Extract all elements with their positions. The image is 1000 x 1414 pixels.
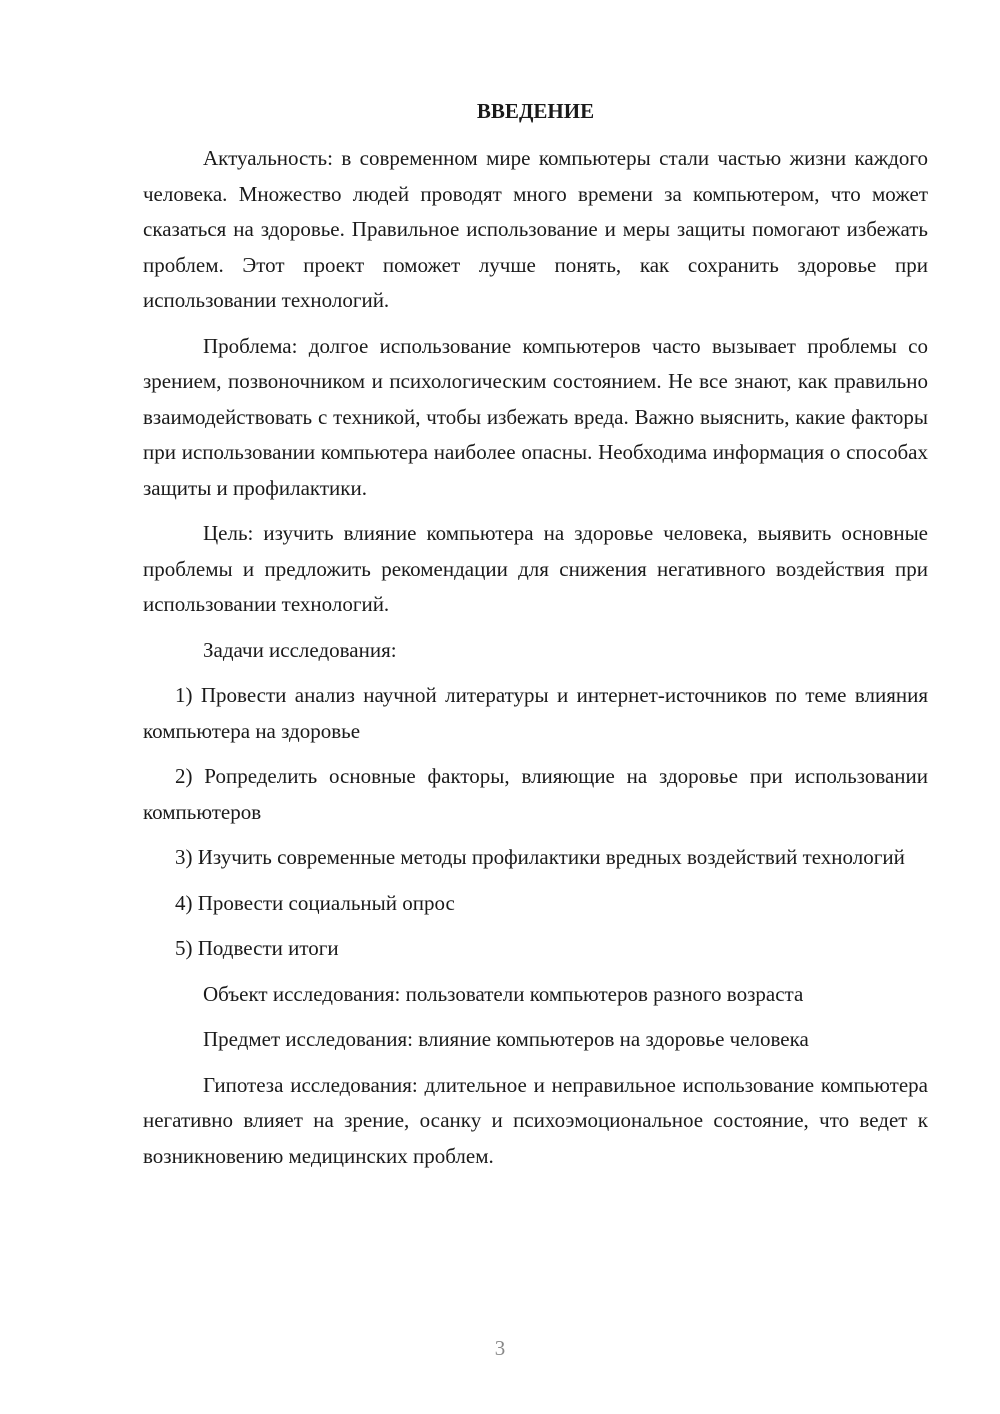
task-item-1: 1) Провести анализ научной литературы и интернет-источников по теме влияния компьютера на здоровье	[143, 683, 928, 743]
research-hypothesis: Гипотеза исследования: длительное и неправильное использование компьютера негативно влияет на зрение, осанку и психоэмоциональное состояние, что ведет к возникновению медицинских проблем.	[143, 1072, 928, 1168]
research-subject: Предмет исследования: влияние компьютеров на здоровье человека	[203, 1027, 809, 1051]
task-item-3: 3) Изучить современные методы профилактики вредных воздействий технологий	[175, 845, 905, 869]
problem-paragraph: Проблема: долгое использование компьютеров часто вызывает проблемы со зрением, позвоночником и психологическим состоянием. Не все знают, как правильно взаимодействовать с техникой, чтобы избежать вреда. Важно выяснить, какие факторы при использовании компьютера наиболее опасны. Необходима информация о способах защиты и профилактики.	[143, 333, 928, 500]
task-item-2: 2) Ропределить основные факторы, влияющие на здоровье при использовании компьютеров	[143, 764, 928, 824]
task-item-5: 5) Подвести итоги	[175, 936, 339, 960]
section-heading: ВВЕДЕНИЕ	[476, 99, 595, 123]
tasks-title: Задачи исследования:	[203, 637, 397, 662]
goal-paragraph: Цель: изучить влияние компьютера на здоровье человека, выявить основные проблемы и предложить рекомендации для снижения негативного воздействия при использовании технологий.	[143, 521, 928, 616]
document-body	[143, 141, 928, 1184]
page-number: 3	[494, 1336, 506, 1360]
relevance-paragraph: Актуальность: в современном мире компьютеры стали частью жизни каждого человека. Множество людей проводят много времени за компьютером, что может сказаться на здоровье. Правильное использование и меры защиты помогают избежать проблем. Этот проект поможет лучше понять, как сохранить здоровье при использовании технологий.	[143, 146, 928, 312]
task-item-4: 4) Провести социальный опрос	[175, 890, 455, 915]
research-object: Объект исследования: пользователи компьютеров разного возраста	[203, 981, 804, 1006]
